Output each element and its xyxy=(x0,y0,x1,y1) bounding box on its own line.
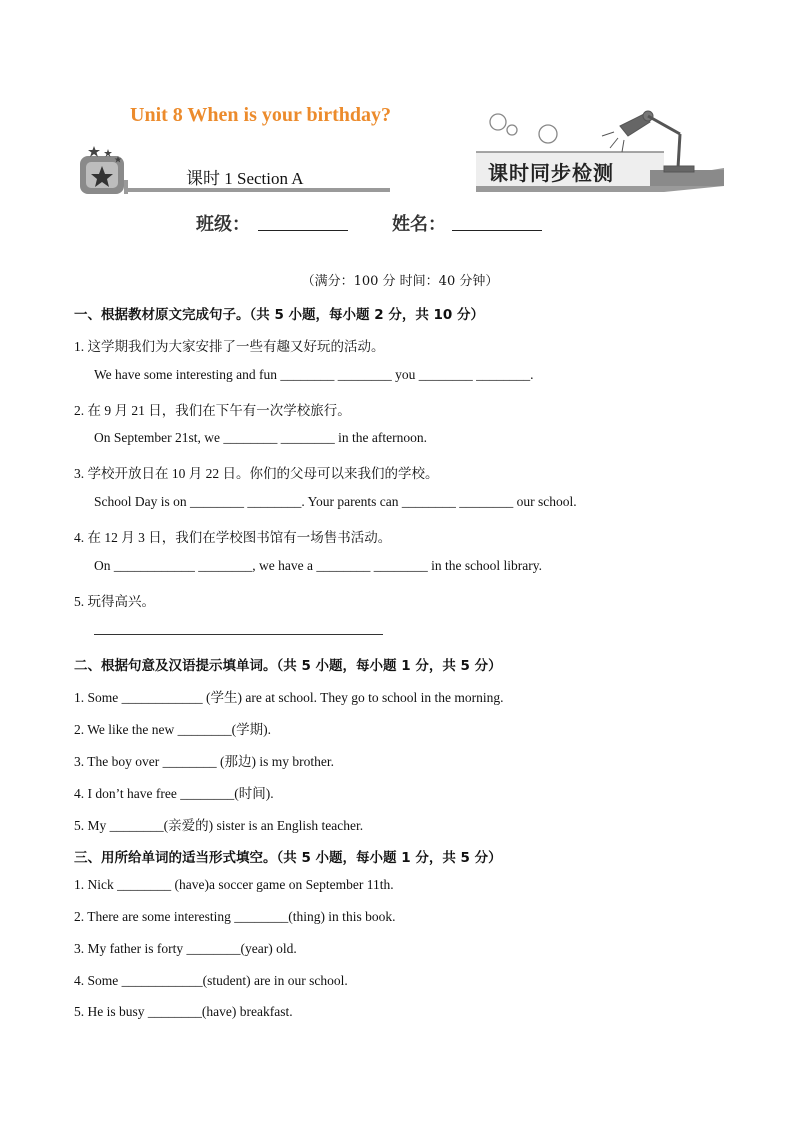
question-3-chinese: 3. 学校开放日在 10 月 22 日。你们的父母可以来我们的学校。 xyxy=(74,466,439,481)
question-1-chinese: 1. 这学期我们为大家安排了一些有趣又好玩的活动。 xyxy=(74,339,385,354)
class-field[interactable] xyxy=(258,230,348,231)
question-5-chinese: 5. 玩得高兴。 xyxy=(74,594,155,609)
section-3-item-5: 5. He is busy ________(have) breakfast. xyxy=(74,1004,293,1019)
section-1-heading: 一、根据教材原文完成句子。（共 5 小题，每小题 2 分，共 10 分） xyxy=(74,307,485,323)
section-3-heading: 三、用所给单词的适当形式填空。（共 5 小题，每小题 1 分，共 5 分） xyxy=(74,850,502,866)
section-2-item-5: 5. My ________(亲爱的) sister is an English teacher. xyxy=(74,818,364,833)
section-2-item-2: 2. We like the new ________(学期). xyxy=(74,722,272,737)
header-banner xyxy=(78,108,724,204)
banner-label: 课时同步检测 xyxy=(488,161,614,185)
question-2-english: On September 21st, we ________ ________ in the afternoon. xyxy=(94,430,427,445)
section-2-item-4: 4. I don’t have free ________(时间). xyxy=(74,786,274,801)
section-3-item-3: 3. My father is forty ________(year) old. xyxy=(74,941,297,956)
class-label: 班级： xyxy=(196,214,250,235)
section-2-item-1: 1. Some ____________ (学生) are at school. They go to school in the morning. xyxy=(74,690,504,705)
question-3-english: School Day is on ________ ________. Your parents can ________ ________ our school. xyxy=(94,494,577,509)
star-badge-icon xyxy=(80,146,124,194)
section-3-item-2: 2. There are some interesting ________(thing) in this book. xyxy=(74,909,396,924)
unit-title: Unit 8 When is your birthday? xyxy=(130,104,391,126)
question-5-answer-line[interactable] xyxy=(94,634,383,635)
section-2-item-3: 3. The boy over ________ (那边) is my brother. xyxy=(74,754,334,769)
section-3-item-4: 4. Some ____________(student) are in our school. xyxy=(74,973,348,988)
lesson-label: 课时 1 Section A xyxy=(186,169,304,188)
name-label: 姓名： xyxy=(392,214,446,235)
question-2-chinese: 2. 在 9 月 21 日，我们在下午有一次学校旅行。 xyxy=(74,403,351,418)
bubble-circles-icon xyxy=(490,114,557,143)
question-4-chinese: 4. 在 12 月 3 日，我们在学校图书馆有一场售书活动。 xyxy=(74,530,392,545)
score-time-line: （满分：100 分 时间：40 分钟） xyxy=(301,274,499,289)
section-3-item-1: 1. Nick ________ (have)a soccer game on September 11th. xyxy=(74,877,394,892)
section-2-heading: 二、根据句意及汉语提示填单词。（共 5 小题，每小题 1 分，共 5 分） xyxy=(74,658,502,674)
question-4-english: On ____________ ________, we have a ________ ________ in the school library. xyxy=(94,558,542,573)
name-field[interactable] xyxy=(452,230,542,231)
question-1-english: We have some interesting and fun ________ ________ you ________ ________. xyxy=(94,367,534,382)
